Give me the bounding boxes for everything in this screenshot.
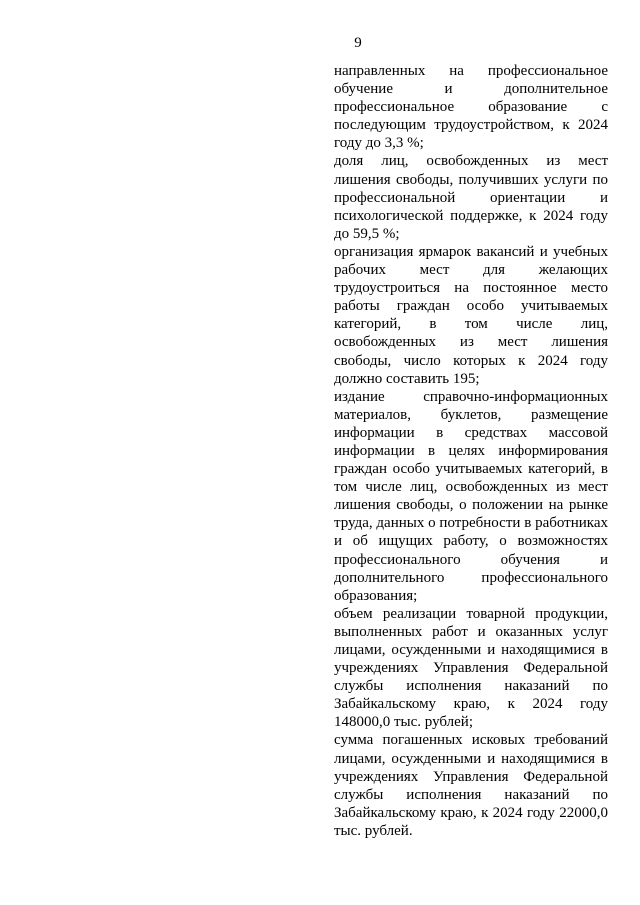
paragraph-career-guidance: доля лиц, освобожденных из мест лишения свободы, получивших услуги по профессиональной ориентации и психологической поддержке, к 2024 году до 59,5 %; (334, 153, 608, 242)
paragraph-training-employment: направленных на профессиональное обучение и дополнительное профессиональное образование с последующим трудоустройством, к 2024 году до 3,3 %; (334, 63, 608, 152)
paragraph-information-materials: издание справочно-информационных материалов, буклетов, размещение информации в средствах массовой информации в целях информирования граждан особо учитываемых категорий, в том числе лиц, освобожденных из мест лишения свободы, о положении на рынке труда, данных о потребности в работниках и об ищущих работу, о возможностях профессионального обучения и дополнительного профессионального образования; (334, 388, 608, 604)
document-body (334, 62, 608, 840)
paragraph-products-volume: объем реализации товарной продукции, выполненных работ и оказанных услуг лицами, осужденными и находящимися в учреждениях Управления Федеральной службы исполнения наказаний по Забайкальскому краю, к 2024 году 148000,0 тыс. рублей; (334, 605, 608, 731)
paragraph-job-fairs: организация ярмарок вакансий и учебных рабочих мест для желающих трудоустроиться на постоянное место работы граждан особо учитываемых категорий, в том числе лиц, освобожденных из мест лишения свободы, число которых к 2024 году должно составить 195; (334, 243, 608, 387)
paragraph-claims-repaid: сумма погашенных исковых требований лицами, осужденными и находящимися в учреждениях Управления Федеральной службы исполнения наказаний по Забайкальскому краю, к 2024 году 22000,0 тыс. рублей. (334, 732, 608, 839)
page-number: 9 (354, 35, 362, 51)
